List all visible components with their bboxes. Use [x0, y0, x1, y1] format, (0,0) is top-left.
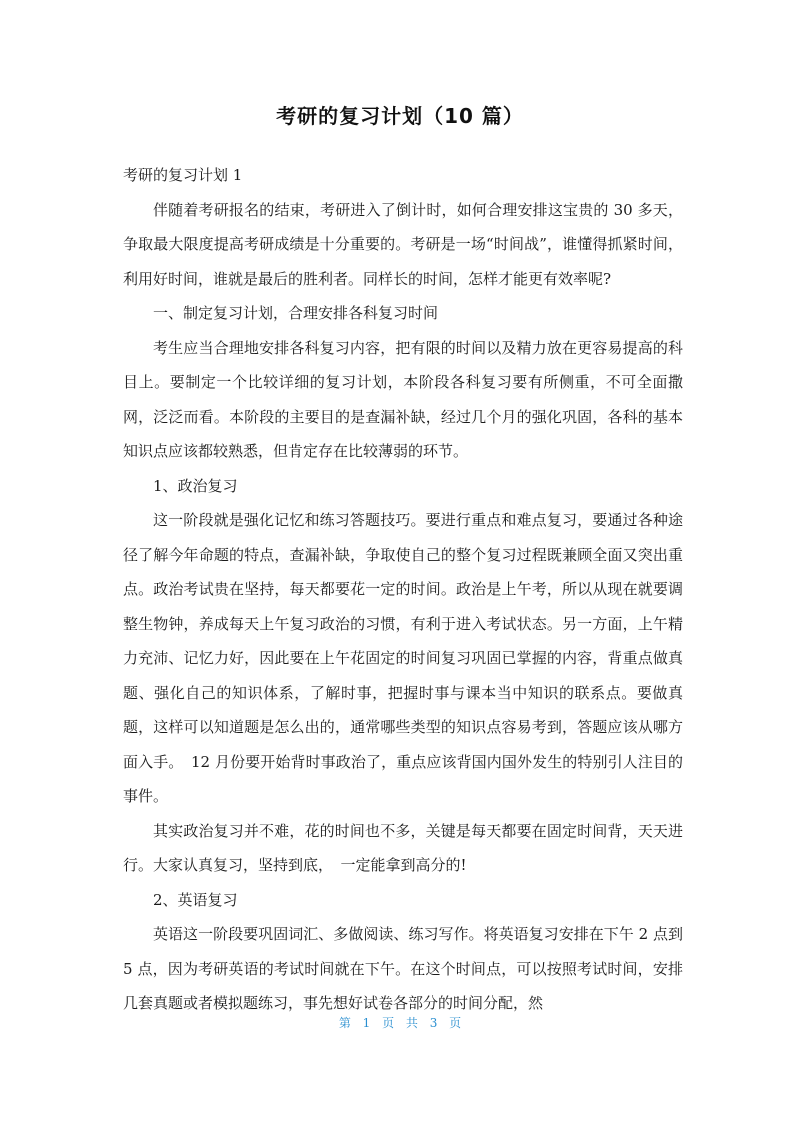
page-footer: 第 1 页 共 3 页 [338, 1016, 462, 1030]
paragraph: 伴随着考研报名的结束，考研进入了倒计时，如何合理安排这宝贵的 30 多天，争取最大限度提高考研成绩是十分重要的。考研是一场“时间战”，谁懂得抓紧时间，利用好时间，谁就是最后的胜利者。同样长的时间，怎样才能更有效率呢? [123, 200, 683, 288]
document-title: 考研的复习计划（10 篇） [276, 104, 524, 128]
section-heading: 一、制定复习计划，合理安排各科复习时间 [153, 304, 439, 322]
paragraph: 这一阶段就是强化记忆和练习答题技巧。要进行重点和难点复习，要通过各种途径了解今年命题的特点，查漏补缺，争取使自己的整个复习过程既兼顾全面又突出重点。政治考试贵在坚持，每天都要花一定的时间。政治是上午考，所以从现在就要调整生物钟，养成每天上午复习政治的习惯，有利于进入考试状态。另一方面，上午精力充沛、记忆力好，因此要在上午花固定的时间复习巩固已掌握的内容，背重点做真题、强化自己的知识体系，了解时事，把握时事与课本当中知识的联系点。要做真题，这样可以知道题是怎么出的，通常哪些类型的知识点容易考到，答题应该从哪方面入手。 12 月份要开始背时事政治了，重点应该背国内国外发生的特别引人注目的事件。 [123, 511, 683, 805]
paragraph: 考生应当合理地安排各科复习内容，把有限的时间以及精力放在更容易提高的科目上。要制定一个比较详细的复习计划，本阶段各科复习要有所侧重，不可全面撒网，泛泛而看。本阶段的主要目的是查漏补缺，经过几个月的强化巩固，各科的基本知识点应该都较熟悉，但肯定存在比较薄弱的环节。 [123, 338, 683, 460]
paragraph: 英语这一阶段要巩固词汇、多做阅读、练习写作。将英语复习安排在下午 2 点到 5 点，因为考研英语的考试时间就在下午。在这个时间点，可以按照考试时间，安排几套真题或者模拟题练习，事先想好试卷各部分的时间分配，然 [123, 925, 683, 1012]
paragraph: 其实政治复习并不难，花的时间也不多，关键是每天都要在固定时间背，天天进行。大家认真复习，坚持到底， 一定能拿到高分的! [123, 821, 683, 874]
paragraph: 考研的复习计划 1 [123, 166, 243, 184]
document-body [123, 158, 683, 1021]
section-heading: 2、英语复习 [153, 890, 238, 909]
section-heading: 1、政治复习 [153, 476, 238, 495]
